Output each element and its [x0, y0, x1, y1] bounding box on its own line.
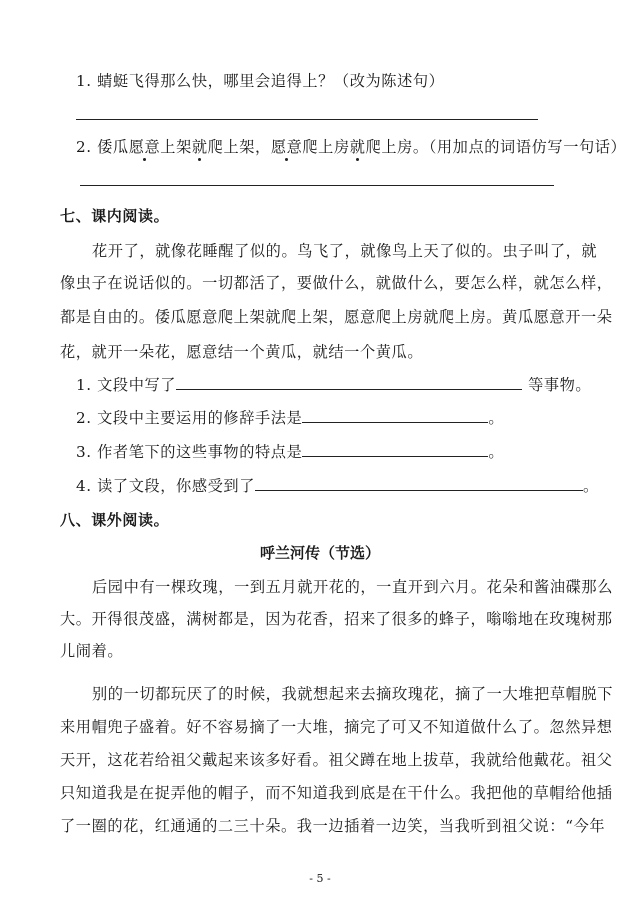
question-1-text: 1. 蜻蜓飞得那么快，哪里会追得上？（改为陈述句） [76, 72, 445, 90]
passage-8-line: 后园中有一棵玫瑰，一到五月就开花的，一直开到六月。花朵和酱油碟那么 [92, 578, 613, 596]
passage-8-line: 了一圈的花，红通通的二三十朵。我一边插着一边笑，当我听到祖父说：“今年 [60, 817, 606, 835]
passage-title: 呼兰河传（节选） [259, 544, 380, 562]
passage-7-line: 花，就开一朵花，愿意结一个黄瓜，就结一个黄瓜。 [60, 343, 424, 361]
q2-part: 爬上架， [207, 138, 271, 156]
passage-8-line: 儿闹着。 [60, 642, 124, 660]
fill-in-blank[interactable] [302, 408, 488, 423]
q2-part: 上架 [160, 138, 192, 156]
passage-8-line: 只知道我是在捉弄他的帽子，而不知道我到底是在干什么。我把他的草帽给他插 [60, 784, 613, 802]
q2-part: 2. 倭瓜 [76, 138, 129, 156]
q2-dotted-word: 愿意 [128, 138, 161, 156]
section-8-heading: 八、课外阅读。 [60, 511, 170, 529]
passage-8-line: 天开，这花若给祖父戴起来该多好看。祖父蹲在地上拔草，我就给他戴花。祖父 [60, 751, 613, 769]
answer-line-2[interactable] [80, 185, 554, 186]
section-7-question-3 [76, 441, 504, 462]
q2-dotted-word: 就 [349, 138, 366, 156]
question-text: 1. 文段中写了 [76, 376, 177, 394]
question-text: 3. 作者笔下的这些事物的特点是 [76, 443, 303, 461]
q2-dotted-word: 愿意 [270, 138, 303, 156]
question-text: 。 [488, 409, 505, 427]
q2-dotted-word: 就 [191, 138, 208, 156]
section-7-question-4 [76, 475, 599, 496]
passage-7-line: 花开了，就像花睡醒了似的。鸟飞了，就像鸟上天了似的。虫子叫了，就 [92, 242, 598, 260]
question-text: 。 [488, 443, 505, 461]
question-text: 4. 读了文段，你感受到了 [76, 477, 255, 495]
passage-7-line: 都是自由的。倭瓜愿意爬上架就爬上架，愿意爬上房就爬上房。黄瓜愿意开一朵 [60, 308, 613, 326]
fill-in-blank[interactable] [302, 442, 488, 457]
answer-line-1[interactable] [76, 119, 538, 120]
section-7-question-2 [76, 407, 504, 428]
fill-in-blank[interactable] [255, 476, 583, 491]
passage-8-line: 来用帽兜子盛着。好不容易摘了一大堆，摘完了可又不知道做什么了。忽然异想 [60, 718, 613, 736]
section-7-heading: 七、课内阅读。 [60, 207, 170, 225]
fill-in-blank[interactable] [176, 375, 522, 390]
question-text: 等事物。 [528, 376, 592, 394]
page-number: - 5 - [309, 872, 331, 885]
section-7-question-1 [76, 374, 591, 395]
q2-part: 爬上房 [302, 138, 350, 156]
question-2-text [76, 136, 626, 157]
question-text: 。 [583, 477, 599, 495]
q2-part: 爬上房。（用加点的词语仿写一句话） [365, 138, 627, 156]
passage-7-line: 像虫子在说话似的。一切都活了，要做什么，就做什么，要怎么样，就怎么样， [60, 274, 613, 292]
passage-8-line: 别的一切都玩厌了的时候，我就想起来去摘玫瑰花，摘了一大堆把草帽脱下 [92, 685, 613, 703]
question-text: 2. 文段中主要运用的修辞手法是 [76, 409, 303, 427]
passage-8-line: 大。开得很茂盛，满树都是，因为花香，招来了很多的蜂子，嗡嗡地在玫瑰树那 [60, 610, 613, 628]
